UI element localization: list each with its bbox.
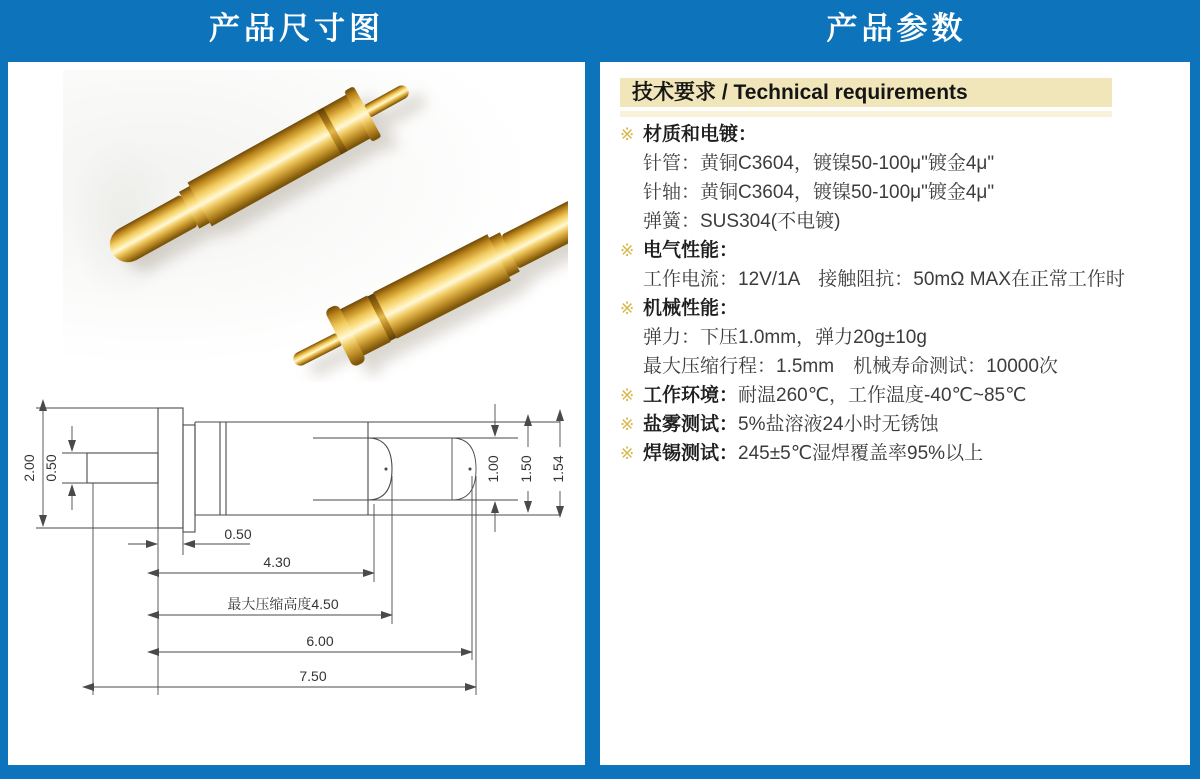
bullet-icon [620, 207, 643, 236]
spec-line: ※ 电气性能： [620, 236, 1180, 265]
spec-line: 针管：黄铜C3604，镀镍50-100μ"镀金4μ" [620, 149, 1180, 178]
dim-label-2-00: 2.00 [21, 454, 37, 482]
spec-line: 弹簧：SUS304(不电镀) [620, 207, 1180, 236]
technical-requirements-list [620, 120, 1180, 468]
dim-label-4-30: 4.30 [263, 554, 291, 570]
dimension-lines [36, 404, 560, 695]
dim-label-1-00: 1.00 [485, 455, 501, 483]
dim-label-0-50-bottom: 0.50 [224, 526, 252, 542]
bullet-icon [620, 323, 643, 352]
dim-label-1-50: 1.50 [518, 455, 534, 483]
bullet-icon: ※ [620, 125, 635, 144]
spec-line: ※ 材质和电镀： [620, 120, 1180, 149]
dim-label-0-50-left: 0.50 [43, 454, 59, 482]
spec-line: 针轴：黄铜C3604，镀镍50-100μ"镀金4μ" [620, 178, 1180, 207]
dim-label-6-00: 6.00 [306, 633, 334, 649]
dimension-panel [8, 62, 585, 765]
bullet-icon: ※ [620, 444, 635, 463]
dimension-drawing [8, 392, 585, 765]
spec-line: 最大压缩行程：1.5mm 机械寿命测试：10000次 [620, 352, 1180, 381]
bullet-icon: ※ [620, 415, 635, 434]
bullet-icon [620, 149, 643, 178]
right-panel-title: 产品参数 [826, 11, 967, 46]
bullet-icon [620, 265, 643, 294]
parameters-panel [600, 62, 1190, 765]
spec-line: ※ 盐雾测试： 5%盐溶液24小时无锈蚀 [620, 410, 1180, 439]
technical-requirements-header: 技术要求 / Technical requirements [620, 78, 1112, 107]
bullet-icon [620, 178, 643, 207]
spec-line: 弹力：下压1.0mm，弹力20g±10g [620, 323, 1180, 352]
left-panel-title: 产品尺寸图 [209, 11, 384, 46]
spec-line: 工作电流：12V/1A 接触阻抗：50mΩ MAX在正常工作时 [620, 265, 1180, 294]
bullet-icon: ※ [620, 386, 635, 405]
dim-label-4-50: 最大压缩高度4.50 [227, 596, 339, 612]
dim-label-1-54: 1.54 [550, 455, 566, 483]
header-bar [0, 0, 1200, 60]
pin1-barrel [188, 111, 342, 226]
bullet-icon [620, 352, 643, 381]
pin1-tail-pin [364, 83, 411, 118]
pin2-barrel [373, 234, 511, 338]
bullet-icon: ※ [620, 241, 635, 260]
pin2-tail-pin [291, 333, 342, 368]
pogo-pin-photo-2 [280, 182, 568, 382]
spec-line: ※ 焊锡测试： 245±5℃湿焊覆盖率95%以上 [620, 439, 1180, 468]
spec-line: ※ 机械性能： [620, 294, 1180, 323]
header-underline [620, 111, 1112, 117]
spec-line: ※ 工作环境： 耐温260℃，工作温度-40℃~85℃ [620, 381, 1180, 410]
product-photo [63, 70, 568, 382]
dim-label-7-50: 7.50 [299, 668, 327, 684]
bullet-icon: ※ [620, 299, 635, 318]
